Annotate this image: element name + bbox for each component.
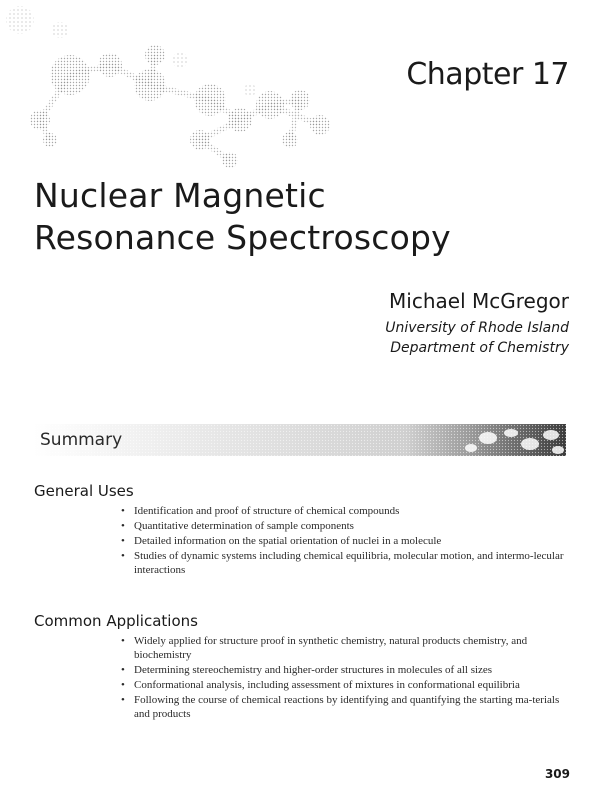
- list-item: • Widely applied for structure proof in synthetic chemistry, natural products chemistry, and biochemistry: [121, 635, 528, 661]
- common-applications-list: [121, 634, 571, 722]
- list-item: • Identification and proof of structure of chemical compounds: [121, 505, 400, 517]
- bullet-icon: •: [121, 635, 125, 647]
- bullet-icon: •: [121, 694, 125, 706]
- title-line-1: Nuclear Magnetic: [34, 176, 326, 215]
- list-item: • Studies of dynamic systems including chemical equilibria, molecular motion, and intermo-lecular interactions: [121, 550, 564, 576]
- author-affiliation-university: University of Rhode Island: [385, 320, 569, 336]
- bullet-icon: •: [121, 520, 125, 532]
- general-uses-list: [121, 504, 571, 578]
- list-item: • Determining stereochemistry and higher-order structures in molecules of all sizes: [121, 664, 493, 676]
- author-affiliation-department: Department of Chemistry: [390, 340, 569, 356]
- list-item: • Following the course of chemical reactions by identifying and quantifying the starting ma-terials and products: [121, 694, 560, 720]
- list-item: • Detailed information on the spatial orientation of nuclei in a molecule: [121, 535, 442, 547]
- chapter-title: [34, 175, 574, 259]
- bullet-icon: •: [121, 505, 125, 517]
- author-name: Michael McGregor: [389, 289, 569, 313]
- list-item: • Quantitative determination of sample components: [121, 520, 354, 532]
- summary-banner: [33, 424, 566, 456]
- general-uses-heading: General Uses: [34, 482, 134, 500]
- title-line-2: Resonance Spectroscopy: [34, 218, 451, 257]
- summary-label: Summary: [40, 430, 123, 450]
- bullet-icon: •: [121, 550, 125, 562]
- page-number: 309: [544, 767, 570, 781]
- bullet-icon: •: [121, 664, 125, 676]
- list-item: • Conformational analysis, including assessment of mixtures in conformational equilibria: [121, 679, 520, 691]
- common-applications-heading: Common Applications: [34, 612, 198, 630]
- bullet-icon: •: [121, 679, 125, 691]
- chapter-label: Chapter 17: [406, 57, 569, 92]
- molecule-illustration: [0, 0, 400, 190]
- bullet-icon: •: [121, 535, 125, 547]
